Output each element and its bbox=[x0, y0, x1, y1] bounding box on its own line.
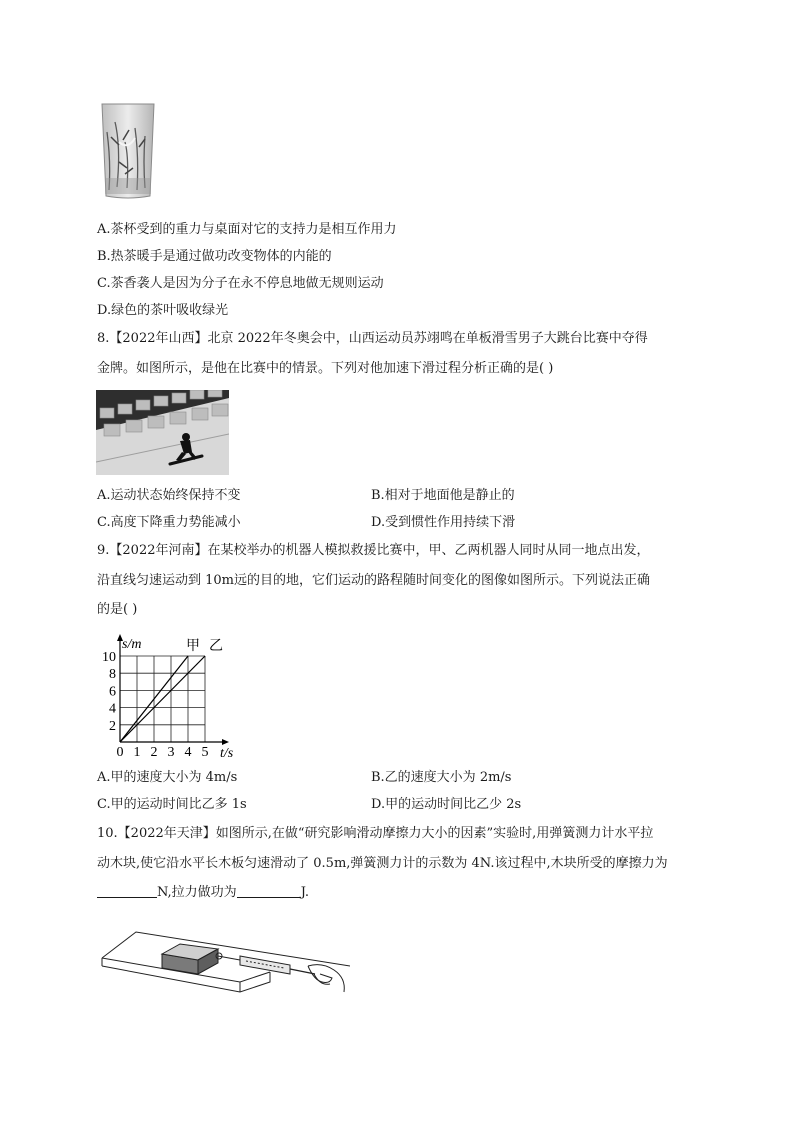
q10-line3-mid: N,拉力做功为 bbox=[157, 885, 237, 900]
q8-option-b: B.相对于地面他是静止的 bbox=[371, 488, 515, 503]
y-tick-label: 2 bbox=[109, 718, 116, 734]
distance-time-chart bbox=[96, 622, 246, 758]
series-label: 甲 bbox=[186, 639, 200, 654]
q7-option-a: A.茶杯受到的重力与桌面对它的支持力是相互作用力 bbox=[97, 222, 397, 237]
q10-line3-end: J. bbox=[300, 885, 310, 900]
x-tick-label: 0 bbox=[116, 745, 124, 758]
y-tick-label: 6 bbox=[109, 684, 116, 700]
q9-option-c: C.甲的运动时间比乙多 1s bbox=[97, 797, 247, 812]
q8-stem-line1: 8.【2022年山西】北京 2022年冬奥会中，山西运动员苏翊鸣在单板滑雪男子大跳台比赛中夺得 bbox=[97, 331, 648, 346]
q9-stem-line3: 的是( ) bbox=[97, 602, 138, 617]
tea-glass-figure bbox=[99, 102, 157, 200]
y-tick-label: 4 bbox=[109, 701, 116, 717]
chart-series bbox=[120, 656, 205, 742]
q8-option-c: C.高度下降重力势能减小 bbox=[97, 515, 241, 530]
friction-experiment-figure bbox=[100, 922, 350, 1012]
y-tick-label: 10 bbox=[102, 650, 116, 665]
friction-answer-blank[interactable] bbox=[97, 885, 157, 898]
x-tick-label: 2 bbox=[150, 745, 158, 758]
x-tick-label: 1 bbox=[133, 745, 141, 758]
q8-stem-line2: 金牌。如图所示，是他在比赛中的情景。下列对他加速下滑过程分析正确的是( ) bbox=[97, 361, 554, 376]
series-line-yi bbox=[120, 656, 205, 742]
q9-option-b: B.乙的速度大小为 2m/s bbox=[371, 770, 512, 785]
x-tick-label: 4 bbox=[184, 745, 192, 758]
snowboarder-photo bbox=[96, 390, 229, 475]
y-tick-label: 8 bbox=[109, 667, 116, 683]
q7-option-d: D.绿色的茶叶吸收绿光 bbox=[97, 303, 229, 318]
work-answer-blank[interactable] bbox=[237, 885, 301, 898]
q7-option-c: C.茶香袭人是因为分子在永不停息地做无规则运动 bbox=[97, 276, 384, 291]
q8-option-a: A.运动状态始终保持不变 bbox=[97, 488, 241, 503]
x-axis-label: t/s bbox=[220, 746, 234, 758]
series-label: 乙 bbox=[209, 639, 223, 654]
q10-stem-line1: 10.【2022年天津】如图所示,在做“研究影响滑动摩擦力大小的因素”实验时,用弹簧测力计水平拉 bbox=[97, 826, 654, 841]
q9-stem-line1: 9.【2022年河南】在某校举办的机器人模拟救援比赛中，甲、乙两机器人同时从同一地点出发， bbox=[97, 543, 650, 558]
q8-option-d: D.受到惯性作用持续下滑 bbox=[371, 515, 516, 530]
y-axis-label: s/m bbox=[122, 637, 142, 652]
x-tick-label: 5 bbox=[201, 745, 209, 758]
q9-stem-line2: 沿直线匀速运动到 10m远的目的地，它们运动的路程随时间变化的图像如图所示。下列说法正确 bbox=[97, 573, 651, 588]
q7-option-b: B.热茶暖手是通过做功改变物体的内能的 bbox=[97, 249, 332, 264]
x-tick-label: 3 bbox=[167, 745, 175, 758]
q9-option-d: D.甲的运动时间比乙少 2s bbox=[371, 797, 522, 812]
x-axis-arrow bbox=[222, 739, 229, 745]
q9-option-a: A.甲的速度大小为 4m/s bbox=[97, 770, 238, 785]
q10-stem-line2: 动木块,使它沿水平长木板匀速滑动了 0.5m,弹簧测力计的示数为 4N.该过程中,木块所受的摩擦力为 bbox=[97, 856, 668, 871]
q10-stem-line3 bbox=[97, 885, 309, 901]
